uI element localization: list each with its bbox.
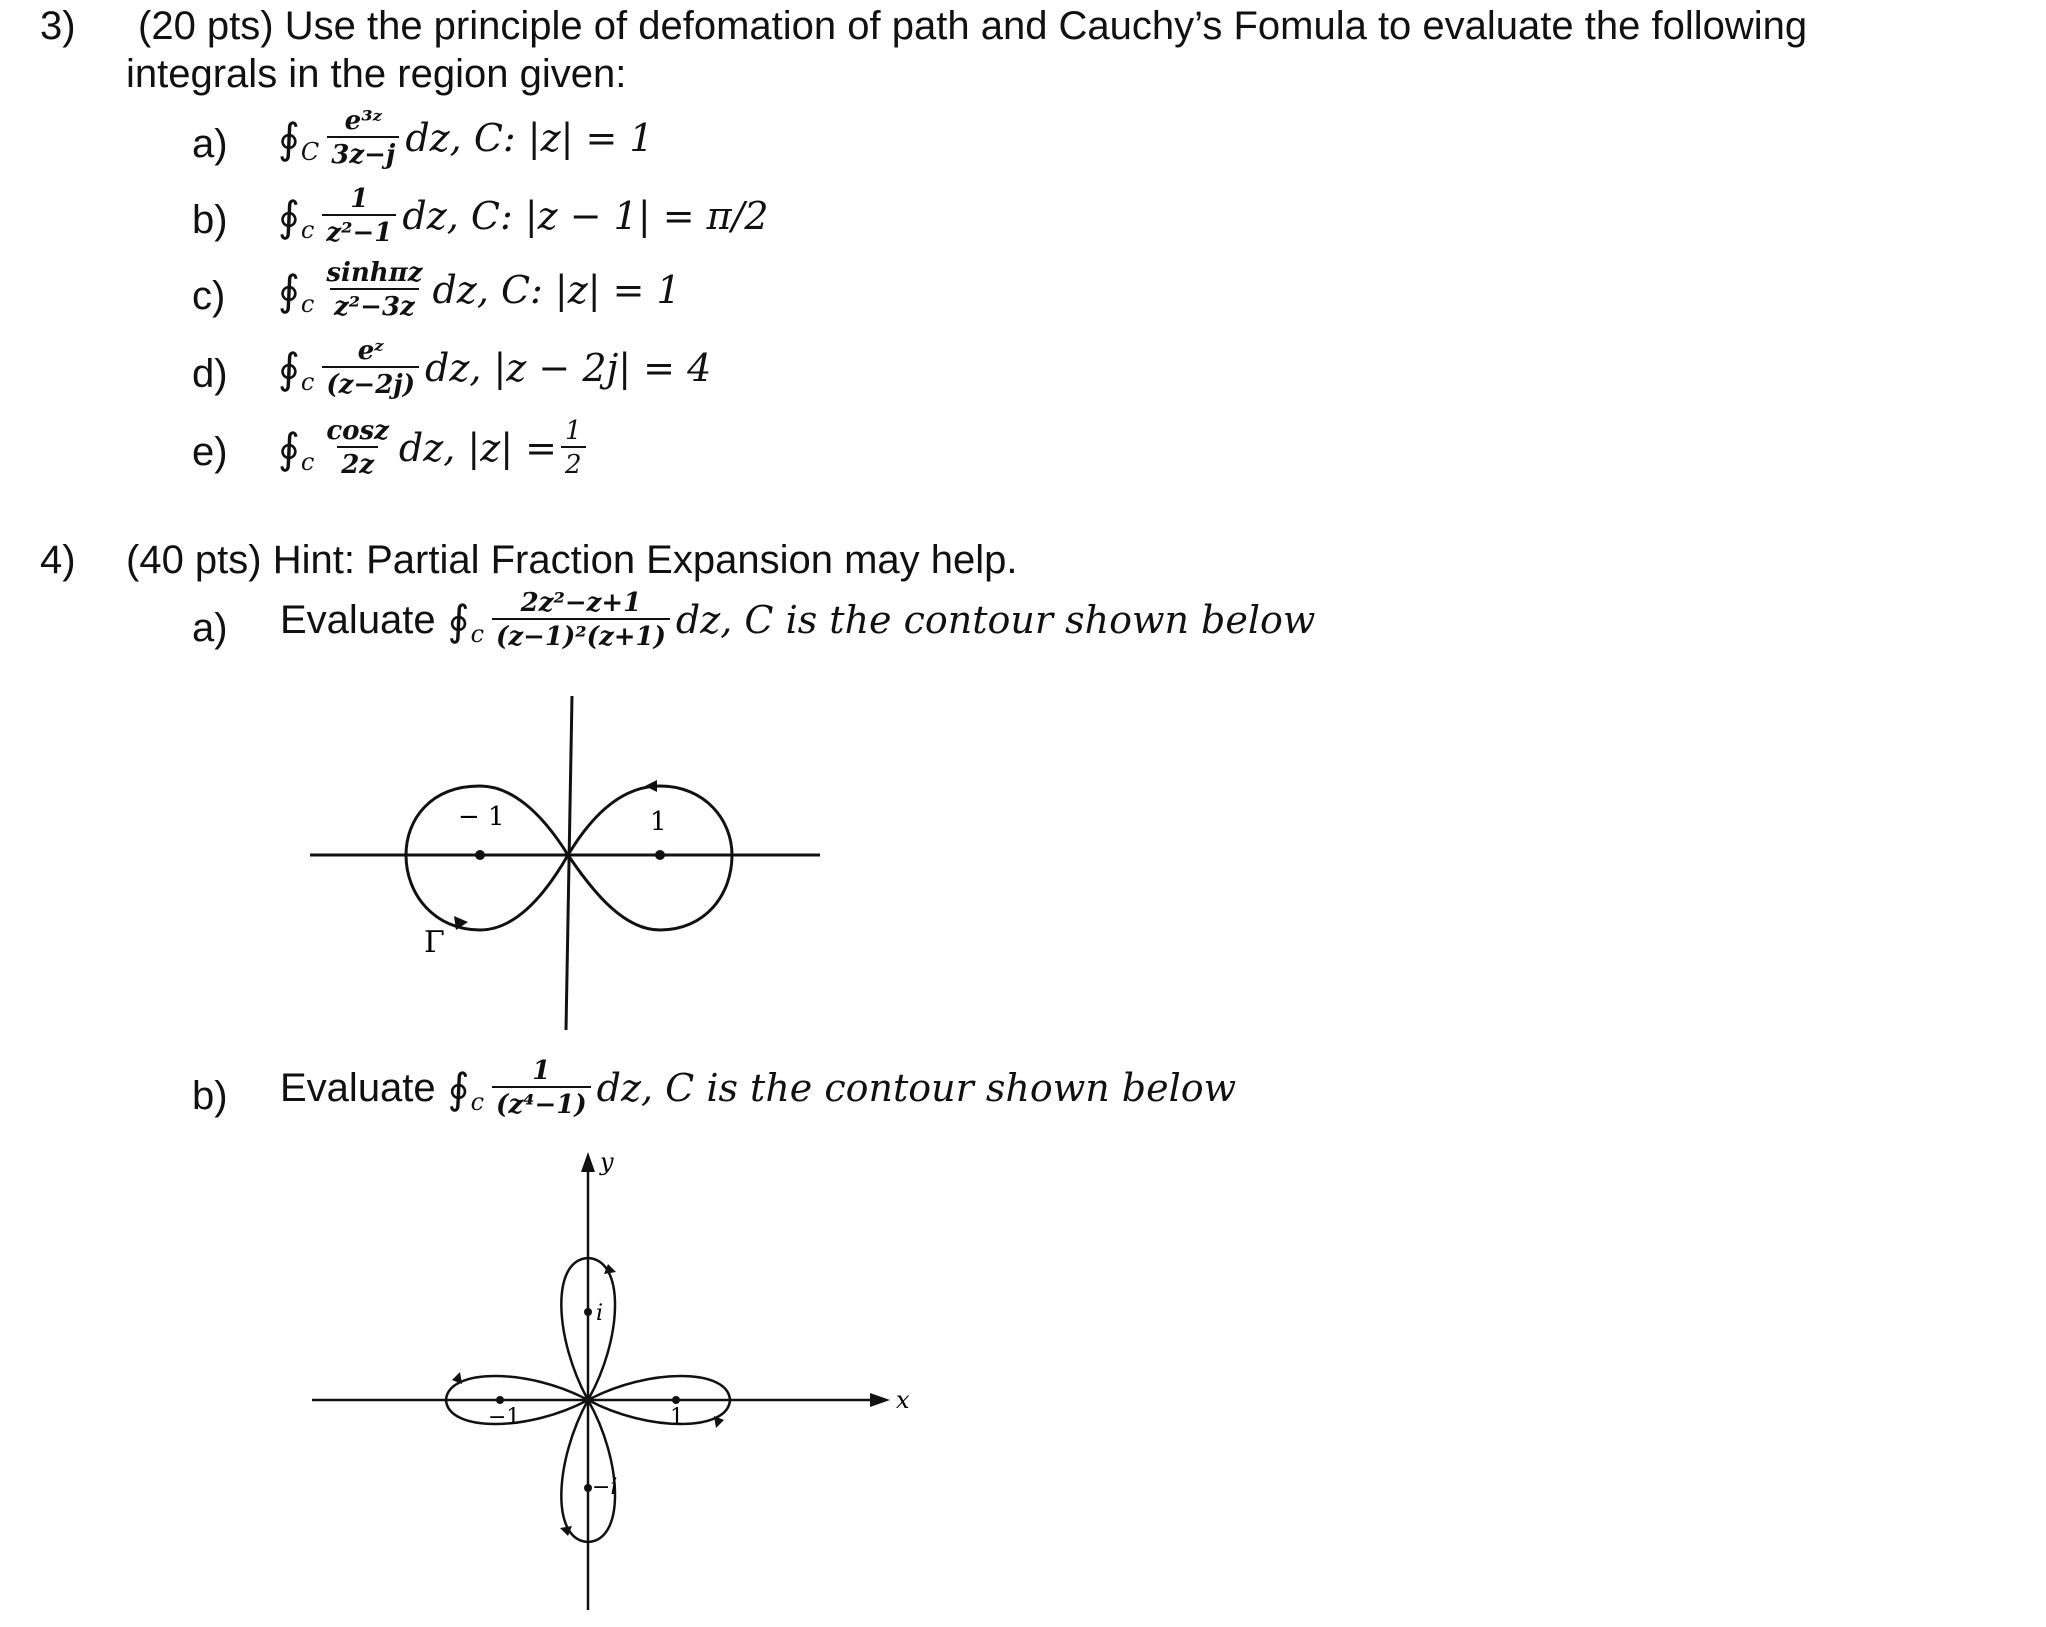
q4b-fraction: $\frac{1}{\text{(z⁴−1)}}$ xyxy=(492,1056,591,1120)
contour-subscript: c xyxy=(300,290,315,318)
q4b-label-i: i xyxy=(596,1301,604,1326)
q3c-rest: dz, C: |z| = 1 xyxy=(432,268,681,312)
q4b-x-arrow-icon xyxy=(870,1393,890,1407)
q3e-integral xyxy=(278,416,590,480)
q3e-half: $\frac{1}{2}$ xyxy=(561,416,586,480)
q4b-y-label: y xyxy=(600,1148,614,1176)
q3c-label: c) xyxy=(192,274,226,318)
contour-subscript: c xyxy=(470,620,485,648)
q4-line1: (40 pts) Hint: Partial Fraction Expansion may help. xyxy=(126,538,1018,582)
contour-subscript: c xyxy=(300,368,315,396)
q3-line2: integrals in the region given: xyxy=(126,52,627,96)
q4a-y-axis xyxy=(566,696,572,1030)
q3d-fraction: $\frac{\text{eᶻ}}{(z-2j)}$ xyxy=(322,336,419,400)
q3a-rest: dz, C: |z| = 1 xyxy=(405,116,654,160)
q4a-arrow-top-icon xyxy=(645,780,657,792)
q4b-arrow-left-icon xyxy=(452,1372,462,1384)
q4b-label-neg1: −1 xyxy=(488,1405,521,1430)
contour-integral-icon: ∮ xyxy=(278,423,300,473)
q4a-label-gamma: Γ xyxy=(424,925,445,960)
q4a-evaluate: Evaluate xyxy=(280,597,436,642)
q4a-point-neg1 xyxy=(475,850,485,860)
q4a-rest: dz, C is the contour shown below xyxy=(675,598,1316,642)
q3e-label: e) xyxy=(192,430,228,474)
q4b-contour-figure xyxy=(300,1140,920,1620)
q4b-rest: dz, C is the contour shown below xyxy=(596,1066,1237,1110)
q4b-point-i xyxy=(584,1308,592,1316)
contour-subscript: c xyxy=(300,448,315,476)
q4b-label-neg-i: −i xyxy=(592,1475,618,1500)
q4a-label: a) xyxy=(192,606,228,650)
q4a-label-1: 1 xyxy=(650,807,667,837)
contour-integral-icon: ∮ xyxy=(278,191,300,241)
contour-integral-icon: ∮ xyxy=(278,265,300,315)
q4b-integral xyxy=(280,1056,1236,1120)
q3b-integral xyxy=(278,184,769,248)
contour-integral-icon: ∮ xyxy=(447,1063,470,1113)
q3e-fraction: $\frac{\cos z}{2z}$ xyxy=(326,416,389,480)
q4b-point-1 xyxy=(672,1396,680,1404)
q4b-point-neg-i xyxy=(584,1484,592,1492)
q4a-label-neg1: − 1 xyxy=(458,802,505,832)
q3b-rest: dz, C: |z − 1| = π/2 xyxy=(402,194,769,238)
q3d-rest: dz, |z − 2j| = 4 xyxy=(425,346,712,390)
q4-number: 4) xyxy=(40,538,76,582)
q3c-fraction: $\frac{\sinh\pi z}{\text{z²−3z}}$ xyxy=(326,258,423,322)
q4a-integral xyxy=(280,588,1315,652)
q4b-evaluate: Evaluate xyxy=(280,1065,436,1110)
q3d-label: d) xyxy=(192,352,228,396)
contour-integral-icon: ∮ xyxy=(447,595,470,645)
q4b-label-1: 1 xyxy=(670,1405,684,1430)
q4b-label: b) xyxy=(192,1074,228,1118)
q4b-point-neg1 xyxy=(496,1396,504,1404)
q3c-integral xyxy=(278,258,681,322)
q4b-y-arrow-icon xyxy=(581,1152,595,1172)
q3-line1: (20 pts) Use the principle of defomation of path and Cauchy’s Fomula to evaluate the following xyxy=(138,4,1808,48)
q3a-label: a) xyxy=(192,122,228,166)
q4a-point-1 xyxy=(655,850,665,860)
contour-integral-icon: ∮ xyxy=(278,343,300,393)
q4a-fraction: $\frac{\text{2z²−z+1}}{\text{(z−1)²(z+1)}}$ xyxy=(492,588,670,652)
q4b-arrow-right-icon xyxy=(714,1416,724,1428)
q3a-fraction: $\frac{\text{e³ᶻ}}{3z-j}$ xyxy=(327,106,399,170)
q4b-x-label: x xyxy=(896,1386,910,1414)
q3e-rest: dz, |z| = xyxy=(398,426,557,470)
q4a-contour-figure xyxy=(300,690,840,1040)
contour-integral-icon: ∮ xyxy=(278,113,300,163)
q3b-fraction: $\frac{1}{\text{z²−1}}$ xyxy=(322,184,396,248)
q3d-integral xyxy=(278,336,711,400)
contour-subscript: c xyxy=(470,1088,485,1116)
contour-subscript: c xyxy=(300,216,315,244)
contour-subscript: C xyxy=(300,138,320,166)
q3-number: 3) xyxy=(40,4,76,48)
q3b-label: b) xyxy=(192,198,228,242)
q3a-integral xyxy=(278,106,654,170)
